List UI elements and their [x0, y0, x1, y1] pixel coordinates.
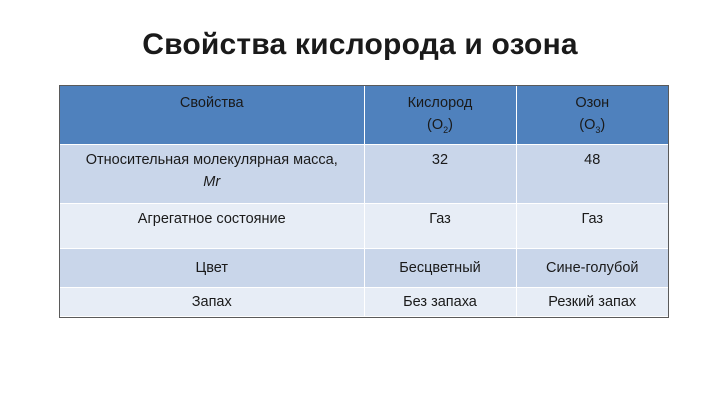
header-oxygen-formula [369, 114, 512, 136]
table-row [60, 249, 668, 288]
cell-ozone: Газ [516, 204, 668, 249]
header-oxygen-name: Кислород [407, 95, 473, 111]
cell-oxygen: Бесцветный [364, 249, 516, 288]
properties-table [60, 86, 668, 317]
cell-property [60, 145, 364, 204]
cell-property: Агрегатное состояние [60, 204, 364, 249]
table-row [60, 145, 668, 204]
header-ozone-name: Озон [575, 95, 610, 111]
ozone-formula-subscript: 3 [595, 124, 601, 135]
cell-ozone: Сине-голубой [516, 249, 668, 288]
property-symbol: Mr [203, 174, 221, 190]
header-property-label: Свойства [179, 95, 244, 111]
header-property [60, 86, 364, 145]
cell-property: Цвет [60, 249, 364, 288]
cell-oxygen: Без запаха [364, 288, 516, 317]
cell-oxygen: Газ [364, 204, 516, 249]
ozone-formula-prefix: (O [579, 117, 596, 133]
cell-ozone: 48 [516, 145, 668, 204]
oxygen-formula-suffix: ) [448, 117, 453, 133]
header-ozone-formula [521, 114, 665, 136]
cell-property: Запах [60, 288, 364, 317]
cell-ozone: Резкий запах [516, 288, 668, 317]
ozone-formula-suffix: ) [600, 117, 606, 133]
oxygen-formula-subscript: 2 [443, 124, 449, 135]
header-ozone [516, 86, 668, 145]
property-label: Относительная молекулярная масса, [85, 152, 338, 168]
table-header-row [60, 86, 668, 145]
table-row [60, 204, 668, 249]
header-oxygen [364, 86, 516, 145]
cell-oxygen: 32 [364, 145, 516, 204]
oxygen-formula-prefix: (O [427, 117, 444, 133]
table-row [60, 288, 668, 317]
slide-title: Свойства кислорода и озона [142, 28, 578, 61]
